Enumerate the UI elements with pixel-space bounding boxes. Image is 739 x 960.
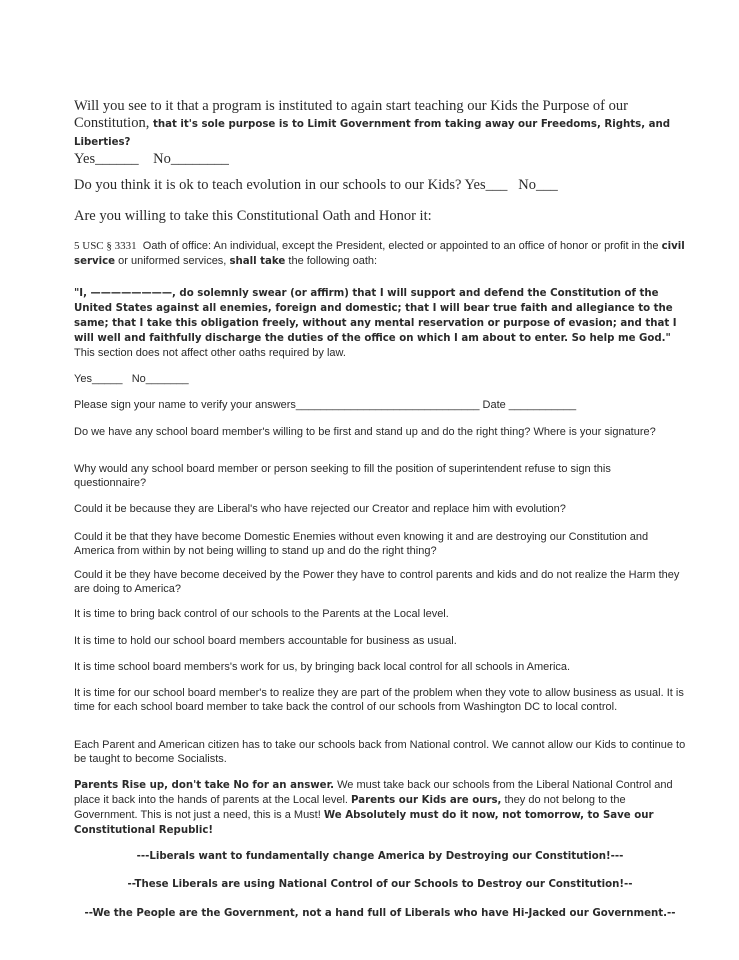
slogan: --These Liberals are using National Control of our Schools to Destroy our Constitution!--: [127, 879, 633, 890]
paragraph: It is time school board members's work for us, by bringing back local control for all schools in America.: [74, 661, 571, 673]
question-purpose-of-constitution: Will you see to it that a program is instituted to again start teaching our Kids the Purpose of our Constitution, that it's sole purpose is to Limit Government from taking away our Freedoms, Rights, and Liberties? Yes______ No________: [74, 98, 671, 167]
final-paragraph: Parents Rise up, don't take No for an answer. We must take back our schools from the Liberal National Control and place it back into the hands of parents at the Local level. Parents our Kids are ours, they do not belong to the Government. This is not just a need, this is a Must! We Absolutely must do it now, not tomorrow, to Save our Constitutional Republic!: [74, 779, 673, 836]
q2-yes-blank[interactable]: Yes___: [464, 177, 508, 193]
paragraph: It is time to bring back control of our schools to the Parents at the Local level.: [74, 608, 449, 620]
slogan: ---Liberals want to fundamentally change America by Destroying our Constitution!---: [136, 851, 624, 862]
question-oath: Are you willing to take this Constitutional Oath and Honor it:: [74, 208, 432, 224]
paragraph: Each Parent and American citizen has to take our schools back from National control. We cannot allow our Kids to continue to be taught to become Socialists.: [74, 739, 686, 765]
oath-no-blank[interactable]: No_______: [131, 373, 189, 385]
paragraph: It is time to hold our school board members accountable for business as usual.: [74, 635, 457, 647]
q1-no-blank[interactable]: No________: [153, 151, 229, 167]
paragraph: Could it be that they have become Domestic Enemies without even knowing it and are destroying our Constitution and America from within by not being willing to stand up and do the right thing?: [74, 531, 649, 557]
question-evolution: Do you think it is ok to teach evolution in our schools to our Kids? Yes___ No___: [74, 177, 558, 193]
oath-yes-blank[interactable]: Yes_____: [74, 373, 123, 385]
statute-cite: 5 USC § 3331: [74, 240, 137, 252]
oath-text: "I, ————————, do solemnly swear (or affirm) that I will support and defend the Constitution of the United States against all enemies, foreign and domestic; that I will bear true faith and allegiance to the same; that I take this obligation freely, without any mental reservation or purpose of evasion; and that I will well and faithfully discharge the duties of the office on which I am about to enter. So help me God." This section does not affect other oaths required by law.: [74, 288, 677, 359]
signature-line[interactable]: Please sign your name to verify your answers______________________________ Date ___________: [74, 399, 577, 411]
paragraph: Do we have any school board member's willing to be first and stand up and do the right thing? Where is your signature?: [74, 426, 656, 438]
paragraph: Could it be they have become deceived by the Power they have to control parents and kids and do not realize the Harm they are doing to America?: [74, 569, 680, 595]
statute-paragraph: 5 USC § 3331 Oath of office: An individual, except the President, elected or appointed to an office of honor or profit in the civil service or uniformed services, shall take the following oath:: [74, 240, 685, 267]
q2-no-blank[interactable]: No___: [518, 177, 558, 193]
paragraph: It is time for our school board member's to realize they are part of the problem when they vote to allow business as usual. It is time for each school board member to take back the control of our schools from Washington DC to local control.: [74, 687, 684, 713]
paragraph: Could it be because they are Liberal's who have rejected our Creator and replace him with evolution?: [74, 503, 566, 515]
oath-answer: [74, 372, 686, 386]
paragraph: Why would any school board member or person seeking to fill the position of superintendent refuse to sign this questionnaire?: [74, 463, 611, 489]
q1-yes-blank[interactable]: Yes______: [74, 151, 139, 167]
slogan: --We the People are the Government, not a hand full of Liberals who have Hi-Jacked our Government.--: [84, 908, 676, 919]
